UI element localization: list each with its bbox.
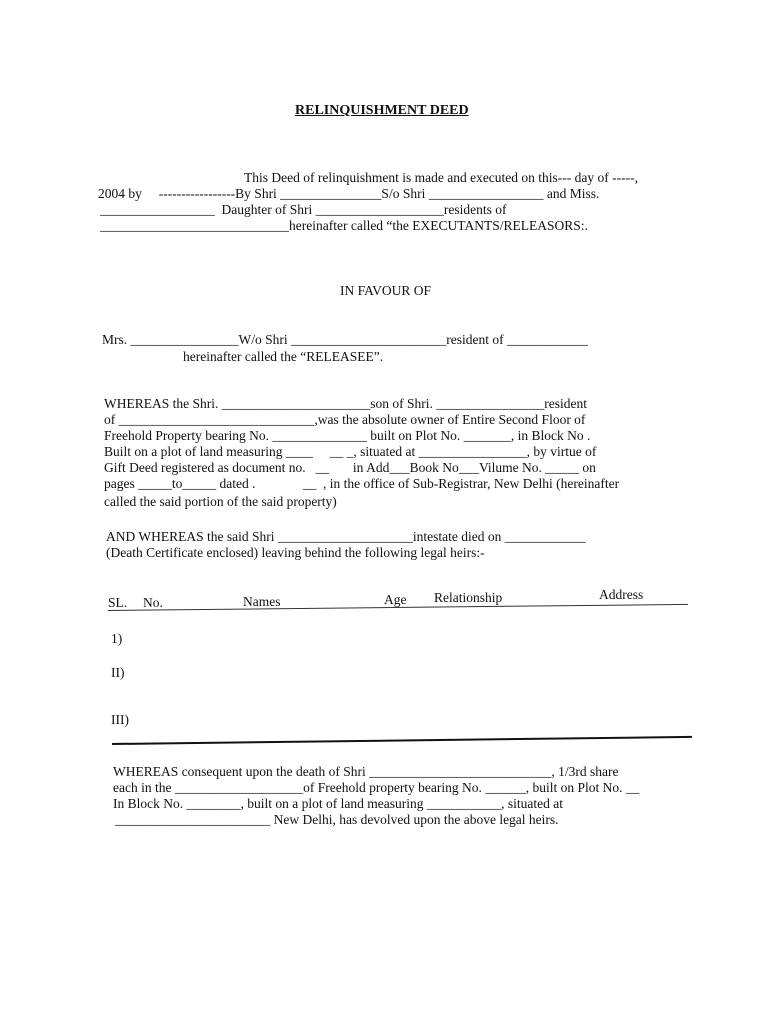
whereas1-line-7: called the said portion of the said property) [104, 494, 337, 509]
section-divider [112, 736, 692, 745]
whereas2-line-1: AND WHEREAS the said Shri ____________________intestate died on ____________ [106, 529, 586, 544]
whereas1-line-5: Gift Deed registered as document no. __ in Add___Book No___Vilume No. _____ on [104, 460, 596, 475]
column-header-names: Names [243, 594, 281, 609]
column-header-sl: SL. [108, 595, 128, 610]
whereas1-line-2: of _____________________________,was the absolute owner of Entire Second Floor of [104, 412, 586, 427]
intro-line-3: _________________ Daughter of Shri ___________________residents of [100, 202, 507, 217]
whereas1-line-6: pages _____to_____ dated . __ , in the office of Sub-Registrar, New Delhi (hereinafter [104, 476, 620, 491]
whereas3-line-1: WHEREAS consequent upon the death of Shri ___________________________, 1/3rd share [113, 764, 619, 779]
column-header-age: Age [384, 592, 407, 607]
releasee-line-2: hereinafter called the “RELEASEE”. [183, 349, 384, 364]
intro-line-2: 2004 by -----------------By Shri _______________S/o Shri _________________ and Miss. [98, 186, 600, 201]
releasee-line-1: Mrs. ________________W/o Shri _______________________resident of ____________ [102, 332, 588, 347]
column-header-address: Address [599, 587, 644, 602]
whereas1-line-4: Built on a plot of land measuring ____ __ _, situated at ________________, by virtue of [104, 444, 597, 459]
whereas1-line-1: WHEREAS the Shri. ______________________son of Shri. ________________resident [104, 396, 587, 411]
heir-row-1: 1) [111, 631, 123, 646]
intro-line-1: This Deed of relinquishment is made and executed on this--- day of -----, [244, 170, 638, 185]
column-header-no: No. [143, 595, 163, 610]
in-favour-of-heading: IN FAVOUR OF [340, 283, 432, 298]
whereas3-line-4: _______________________ New Delhi, has devolved upon the above legal heirs. [115, 812, 559, 827]
heir-row-3: III) [111, 712, 129, 727]
intro-line-4: ____________________________hereinafter called “the EXECUTANTS/RELEASORS:. [100, 218, 588, 233]
whereas2-line-2: (Death Certificate enclosed) leaving behind the following legal heirs:- [106, 545, 485, 560]
whereas3-line-3: In Block No. ________, built on a plot of land measuring ___________, situated at [113, 796, 563, 811]
whereas1-line-3: Freehold Property bearing No. ______________ built on Plot No. _______, in Block No . [104, 428, 591, 443]
column-header-relationship: Relationship [434, 590, 503, 605]
document-title: RELINQUISHMENT DEED [295, 103, 469, 118]
heir-row-2: II) [111, 665, 125, 680]
whereas3-line-2: each in the ___________________of Freehold property bearing No. ______, built on Plot No. __ [113, 780, 640, 795]
